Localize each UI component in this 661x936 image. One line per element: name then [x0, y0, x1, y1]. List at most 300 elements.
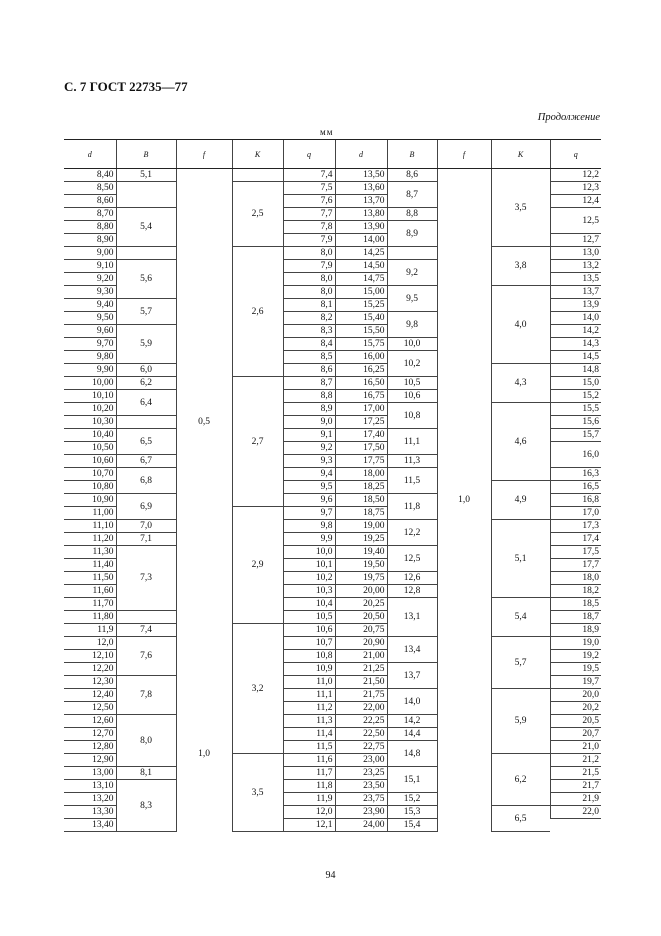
cell-q-right: 15,0 — [550, 377, 601, 390]
cell-q: 9,2 — [283, 442, 335, 455]
cell-b-right: 11,5 — [387, 468, 437, 494]
cell-q: 10,8 — [283, 650, 335, 663]
cell-q-right: 14,2 — [550, 325, 601, 338]
cell-d: 11,30 — [64, 546, 116, 559]
cell-d: 10,10 — [64, 390, 116, 403]
cell-d: 12,0 — [64, 637, 116, 650]
cell-d-right: 22,25 — [335, 715, 387, 728]
cell-d-right: 21,75 — [335, 689, 387, 702]
cell-d: 13,10 — [64, 780, 116, 793]
cell-b: 6,0 — [116, 364, 176, 377]
cell-q-right: 15,5 — [550, 403, 601, 416]
table-row — [64, 637, 601, 650]
cell-b-right: 8,6 — [387, 169, 437, 182]
cell-d: 11,50 — [64, 572, 116, 585]
cell-q-right: 13,7 — [550, 286, 601, 299]
cell-k-right: 4,3 — [491, 364, 550, 403]
cell-b-right: 8,7 — [387, 182, 437, 208]
cell-q: 11,4 — [283, 728, 335, 741]
cell-b-right: 11,1 — [387, 429, 437, 455]
cell-b-right: 15,1 — [387, 767, 437, 793]
cell-d: 8,80 — [64, 221, 116, 234]
cell-q: 10,4 — [283, 598, 335, 611]
cell-q: 7,5 — [283, 182, 335, 195]
cell-b-right: 10,6 — [387, 390, 437, 403]
cell-k-right: 5,1 — [491, 520, 550, 598]
cell-q-right: 17,5 — [550, 546, 601, 559]
cell-d-right: 15,00 — [335, 286, 387, 299]
cell-q: 9,8 — [283, 520, 335, 533]
cell-d: 13,20 — [64, 793, 116, 806]
cell-b-right: 15,2 — [387, 793, 437, 806]
cell-q: 11,3 — [283, 715, 335, 728]
cell-q-right: 13,9 — [550, 299, 601, 312]
cell-d: 9,80 — [64, 351, 116, 364]
cell-d: 12,40 — [64, 689, 116, 702]
cell-d: 12,30 — [64, 676, 116, 689]
cell-b — [116, 182, 176, 208]
cell-b-right: 8,9 — [387, 221, 437, 247]
cell-b-right: 10,5 — [387, 377, 437, 390]
cell-k-right: 4,9 — [491, 481, 550, 520]
cell-b: 7,3 — [116, 546, 176, 611]
cell-k-right: 4,6 — [491, 403, 550, 481]
cell-d: 13,30 — [64, 806, 116, 819]
cell-d: 9,50 — [64, 312, 116, 325]
cell-d: 9,30 — [64, 286, 116, 299]
cell-d-right: 18,75 — [335, 507, 387, 520]
cell-q: 11,2 — [283, 702, 335, 715]
cell-d: 8,50 — [64, 182, 116, 195]
cell-q: 8,0 — [283, 273, 335, 286]
cell-q: 11,9 — [283, 793, 335, 806]
cell-q-right: 18,0 — [550, 572, 601, 585]
cell-q-right: 12,7 — [550, 234, 601, 247]
cell-q: 10,2 — [283, 572, 335, 585]
cell-q: 8,0 — [283, 286, 335, 299]
cell-d-right: 18,25 — [335, 481, 387, 494]
cell-d-right: 13,50 — [335, 169, 387, 182]
cell-d: 10,50 — [64, 442, 116, 455]
cell-q-right: 18,9 — [550, 624, 601, 637]
cell-q-right: 14,0 — [550, 312, 601, 325]
column-header-k: K — [232, 140, 283, 169]
cell-k: 2,5 — [232, 182, 283, 247]
cell-d-right: 19,25 — [335, 533, 387, 546]
cell-d: 12,50 — [64, 702, 116, 715]
cell-b-right: 13,7 — [387, 663, 437, 689]
cell-d-right: 17,00 — [335, 403, 387, 416]
cell-b-right: 13,4 — [387, 637, 437, 663]
cell-q: 8,4 — [283, 338, 335, 351]
cell-b: 6,4 — [116, 390, 176, 416]
cell-b-right: 9,2 — [387, 260, 437, 286]
cell-q: 7,9 — [283, 234, 335, 247]
cell-d-right: 14,75 — [335, 273, 387, 286]
cell-d-right: 20,90 — [335, 637, 387, 650]
cell-q-right: 12,5 — [550, 208, 601, 234]
cell-q: 8,7 — [283, 377, 335, 390]
cell-d-right: 14,50 — [335, 260, 387, 273]
cell-d-right: 15,25 — [335, 299, 387, 312]
cell-d-right: 23,50 — [335, 780, 387, 793]
cell-b: 8,1 — [116, 767, 176, 780]
cell-d-right: 14,00 — [335, 234, 387, 247]
column-header-f: f — [176, 140, 232, 169]
cell-f: 1,0 — [176, 676, 232, 832]
cell-d-right: 23,90 — [335, 806, 387, 819]
cell-f: 0,5 — [176, 169, 232, 676]
cell-d: 12,90 — [64, 754, 116, 767]
cell-q: 8,5 — [283, 351, 335, 364]
cell-q: 12,0 — [283, 806, 335, 819]
cell-q: 9,6 — [283, 494, 335, 507]
cell-d-right: 19,40 — [335, 546, 387, 559]
cell-q: 9,4 — [283, 468, 335, 481]
cell-k — [232, 169, 283, 182]
cell-d: 11,80 — [64, 611, 116, 624]
dimensions-table — [64, 139, 601, 832]
cell-b: 7,8 — [116, 676, 176, 715]
cell-b: 6,7 — [116, 455, 176, 468]
cell-q-right: 19,0 — [550, 637, 601, 650]
cell-q-right: 14,5 — [550, 351, 601, 364]
cell-k: 2,9 — [232, 507, 283, 624]
cell-q: 9,1 — [283, 429, 335, 442]
cell-b: 5,1 — [116, 169, 176, 182]
cell-k: 2,6 — [232, 247, 283, 377]
cell-d-right: 13,80 — [335, 208, 387, 221]
cell-q: 9,3 — [283, 455, 335, 468]
cell-d: 9,70 — [64, 338, 116, 351]
cell-q-right: 12,3 — [550, 182, 601, 195]
cell-d-right: 17,25 — [335, 416, 387, 429]
cell-b: 6,5 — [116, 429, 176, 455]
column-header-b: B — [116, 140, 176, 169]
cell-q-right: 15,2 — [550, 390, 601, 403]
cell-d-right: 18,00 — [335, 468, 387, 481]
cell-d: 8,90 — [64, 234, 116, 247]
unit-label: мм — [320, 127, 334, 137]
cell-k: 3,2 — [232, 624, 283, 754]
cell-b: 5,4 — [116, 208, 176, 247]
cell-q: 10,5 — [283, 611, 335, 624]
cell-b: 7,4 — [116, 624, 176, 637]
cell-k-right: 6,5 — [491, 806, 550, 832]
cell-q: 11,5 — [283, 741, 335, 754]
column-header-q-right: q — [550, 140, 601, 169]
cell-b: 7,6 — [116, 637, 176, 676]
cell-b-right: 9,8 — [387, 312, 437, 338]
cell-q: 10,9 — [283, 663, 335, 676]
cell-q-right: 20,2 — [550, 702, 601, 715]
cell-q-right: 20,7 — [550, 728, 601, 741]
cell-d: 10,00 — [64, 377, 116, 390]
cell-d: 9,20 — [64, 273, 116, 286]
cell-b-right: 12,8 — [387, 585, 437, 598]
cell-d: 11,40 — [64, 559, 116, 572]
cell-q-right: 18,5 — [550, 598, 601, 611]
cell-d: 8,60 — [64, 195, 116, 208]
cell-b — [116, 611, 176, 624]
cell-b-right: 8,8 — [387, 208, 437, 221]
cell-q: 12,1 — [283, 819, 335, 832]
cell-q-right: 20,5 — [550, 715, 601, 728]
cell-d-right: 21,00 — [335, 650, 387, 663]
cell-q: 11,7 — [283, 767, 335, 780]
cell-d-right: 20,00 — [335, 585, 387, 598]
cell-b-right: 14,2 — [387, 715, 437, 728]
cell-q-right: 22,0 — [550, 806, 601, 819]
cell-d-right: 22,50 — [335, 728, 387, 741]
cell-d: 13,00 — [64, 767, 116, 780]
cell-d: 9,00 — [64, 247, 116, 260]
cell-d: 12,80 — [64, 741, 116, 754]
cell-k-right: 6,2 — [491, 754, 550, 806]
cell-d-right: 16,75 — [335, 390, 387, 403]
cell-d: 12,60 — [64, 715, 116, 728]
cell-q: 8,0 — [283, 247, 335, 260]
cell-q: 9,5 — [283, 481, 335, 494]
cell-b-right: 9,5 — [387, 286, 437, 312]
cell-d: 8,40 — [64, 169, 116, 182]
cell-b: 5,7 — [116, 299, 176, 325]
cell-b-right: 13,1 — [387, 598, 437, 637]
cell-q-right: 21,0 — [550, 741, 601, 754]
table-row — [64, 364, 601, 377]
cell-q: 10,6 — [283, 624, 335, 637]
cell-q-right: 19,7 — [550, 676, 601, 689]
cell-b-right: 10,8 — [387, 403, 437, 429]
cell-b-right — [387, 247, 437, 260]
cell-b-right: 15,4 — [387, 819, 437, 832]
table-body — [64, 169, 601, 832]
cell-b-right: 11,3 — [387, 455, 437, 468]
cell-b: 7,1 — [116, 533, 176, 546]
cell-q-right: 17,4 — [550, 533, 601, 546]
cell-d-right: 13,70 — [335, 195, 387, 208]
cell-q: 9,0 — [283, 416, 335, 429]
cell-q: 7,9 — [283, 260, 335, 273]
cell-d-right: 20,25 — [335, 598, 387, 611]
cell-q-right: 21,2 — [550, 754, 601, 767]
cell-q-right: 17,7 — [550, 559, 601, 572]
cell-b-right: 14,4 — [387, 728, 437, 741]
cell-q: 11,1 — [283, 689, 335, 702]
column-header-k-right: K — [491, 140, 550, 169]
cell-q-right: 13,0 — [550, 247, 601, 260]
cell-d-right: 17,40 — [335, 429, 387, 442]
cell-q: 8,8 — [283, 390, 335, 403]
cell-d-right: 23,25 — [335, 767, 387, 780]
cell-q: 8,1 — [283, 299, 335, 312]
table-header-row — [64, 140, 601, 169]
cell-d: 11,70 — [64, 598, 116, 611]
column-header-d: d — [64, 140, 116, 169]
cell-d-right: 22,00 — [335, 702, 387, 715]
cell-b-right: 12,5 — [387, 546, 437, 572]
cell-b-right: 12,6 — [387, 572, 437, 585]
cell-q-right: 12,2 — [550, 169, 601, 182]
cell-d-right: 19,00 — [335, 520, 387, 533]
cell-d-right: 20,75 — [335, 624, 387, 637]
cell-d: 11,9 — [64, 624, 116, 637]
cell-b: 5,6 — [116, 260, 176, 299]
cell-f-right: 1,0 — [437, 169, 491, 832]
cell-d: 8,70 — [64, 208, 116, 221]
cell-q-right: 16,0 — [550, 442, 601, 468]
cell-d-right: 17,75 — [335, 455, 387, 468]
cell-q: 8,6 — [283, 364, 335, 377]
cell-q-right: 18,2 — [550, 585, 601, 598]
cell-q-right: 21,7 — [550, 780, 601, 793]
cell-k-right: 3,5 — [491, 169, 550, 247]
cell-q-right: 16,3 — [550, 468, 601, 481]
cell-q: 7,6 — [283, 195, 335, 208]
cell-q-right: 14,3 — [550, 338, 601, 351]
cell-d: 10,80 — [64, 481, 116, 494]
column-header-d-right: d — [335, 140, 387, 169]
cell-d-right: 16,50 — [335, 377, 387, 390]
cell-d: 12,10 — [64, 650, 116, 663]
cell-b-right: 10,0 — [387, 338, 437, 351]
continuation-label: Продолжение — [537, 112, 600, 123]
cell-d-right: 18,50 — [335, 494, 387, 507]
cell-d: 10,20 — [64, 403, 116, 416]
cell-q: 9,7 — [283, 507, 335, 520]
cell-b-right: 10,2 — [387, 351, 437, 377]
cell-b: 6,2 — [116, 377, 176, 390]
cell-d-right: 24,00 — [335, 819, 387, 832]
cell-d: 10,90 — [64, 494, 116, 507]
cell-d-right: 15,50 — [335, 325, 387, 338]
table-row — [64, 247, 601, 260]
cell-d-right: 20,50 — [335, 611, 387, 624]
cell-d-right: 13,60 — [335, 182, 387, 195]
cell-d: 10,60 — [64, 455, 116, 468]
cell-q: 8,2 — [283, 312, 335, 325]
cell-k-right: 5,4 — [491, 598, 550, 637]
cell-k: 3,5 — [232, 754, 283, 832]
cell-d: 9,90 — [64, 364, 116, 377]
cell-d: 9,60 — [64, 325, 116, 338]
cell-q: 10,1 — [283, 559, 335, 572]
cell-d: 11,60 — [64, 585, 116, 598]
cell-q-right: 21,5 — [550, 767, 601, 780]
cell-b-right: 15,3 — [387, 806, 437, 819]
cell-q-right: 16,5 — [550, 481, 601, 494]
cell-d: 10,30 — [64, 416, 116, 429]
cell-b-right: 12,2 — [387, 520, 437, 546]
cell-q: 10,3 — [283, 585, 335, 598]
cell-q-right: 13,5 — [550, 273, 601, 286]
cell-b: 6,8 — [116, 468, 176, 494]
cell-b — [116, 416, 176, 429]
cell-q-right: 19,2 — [550, 650, 601, 663]
cell-d-right: 13,90 — [335, 221, 387, 234]
cell-d-right: 19,75 — [335, 572, 387, 585]
cell-k: 2,7 — [232, 377, 283, 507]
cell-q-right: 15,7 — [550, 429, 601, 442]
cell-b: 8,0 — [116, 715, 176, 767]
cell-q: 8,9 — [283, 403, 335, 416]
cell-q-right: 13,2 — [550, 260, 601, 273]
cell-q-right: 18,7 — [550, 611, 601, 624]
cell-b-right: 11,8 — [387, 494, 437, 520]
cell-q-right: 12,4 — [550, 195, 601, 208]
cell-q: 7,8 — [283, 221, 335, 234]
cell-q-right: 16,8 — [550, 494, 601, 507]
cell-d: 9,10 — [64, 260, 116, 273]
cell-d-right: 21,50 — [335, 676, 387, 689]
document-header: С. 7 ГОСТ 22735—77 — [64, 79, 188, 94]
cell-d: 11,00 — [64, 507, 116, 520]
cell-d-right: 14,25 — [335, 247, 387, 260]
cell-d-right: 15,75 — [335, 338, 387, 351]
cell-k-right: 3,8 — [491, 247, 550, 286]
cell-d-right: 23,75 — [335, 793, 387, 806]
cell-q: 9,9 — [283, 533, 335, 546]
cell-d: 12,70 — [64, 728, 116, 741]
cell-k-right: 5,7 — [491, 637, 550, 689]
cell-b: 8,3 — [116, 780, 176, 832]
cell-d: 12,20 — [64, 663, 116, 676]
cell-b — [116, 247, 176, 260]
column-header-b-right: B — [387, 140, 437, 169]
cell-d-right: 19,50 — [335, 559, 387, 572]
cell-d: 11,10 — [64, 520, 116, 533]
cell-q-right: 15,6 — [550, 416, 601, 429]
cell-d: 11,20 — [64, 533, 116, 546]
cell-d-right: 17,50 — [335, 442, 387, 455]
cell-d-right: 23,00 — [335, 754, 387, 767]
cell-b-right: 14,0 — [387, 689, 437, 715]
cell-d-right: 21,25 — [335, 663, 387, 676]
cell-k-right: 4,0 — [491, 286, 550, 364]
cell-b: 6,9 — [116, 494, 176, 520]
page-number: 94 — [325, 870, 336, 881]
cell-d-right: 15,40 — [335, 312, 387, 325]
column-header-f-right: f — [437, 140, 491, 169]
cell-d: 10,70 — [64, 468, 116, 481]
cell-q: 10,7 — [283, 637, 335, 650]
cell-b: 5,9 — [116, 325, 176, 364]
table-row — [64, 169, 601, 182]
cell-q-right: 20,0 — [550, 689, 601, 702]
cell-q-right: 17,3 — [550, 520, 601, 533]
cell-q: 11,0 — [283, 676, 335, 689]
cell-q: 11,6 — [283, 754, 335, 767]
cell-q-right: 17,0 — [550, 507, 601, 520]
cell-d-right: 16,00 — [335, 351, 387, 364]
cell-b-right: 14,8 — [387, 741, 437, 767]
cell-q: 10,0 — [283, 546, 335, 559]
cell-d: 13,40 — [64, 819, 116, 832]
cell-d: 9,40 — [64, 299, 116, 312]
cell-b: 7,0 — [116, 520, 176, 533]
cell-k-right: 5,9 — [491, 689, 550, 754]
cell-q: 8,3 — [283, 325, 335, 338]
cell-d-right: 16,25 — [335, 364, 387, 377]
cell-q-right: 19,5 — [550, 663, 601, 676]
column-header-q: q — [283, 140, 335, 169]
cell-q-right: 14,8 — [550, 364, 601, 377]
cell-q: 7,7 — [283, 208, 335, 221]
cell-d: 10,40 — [64, 429, 116, 442]
cell-q: 11,8 — [283, 780, 335, 793]
cell-d-right: 22,75 — [335, 741, 387, 754]
table-row — [64, 520, 601, 533]
